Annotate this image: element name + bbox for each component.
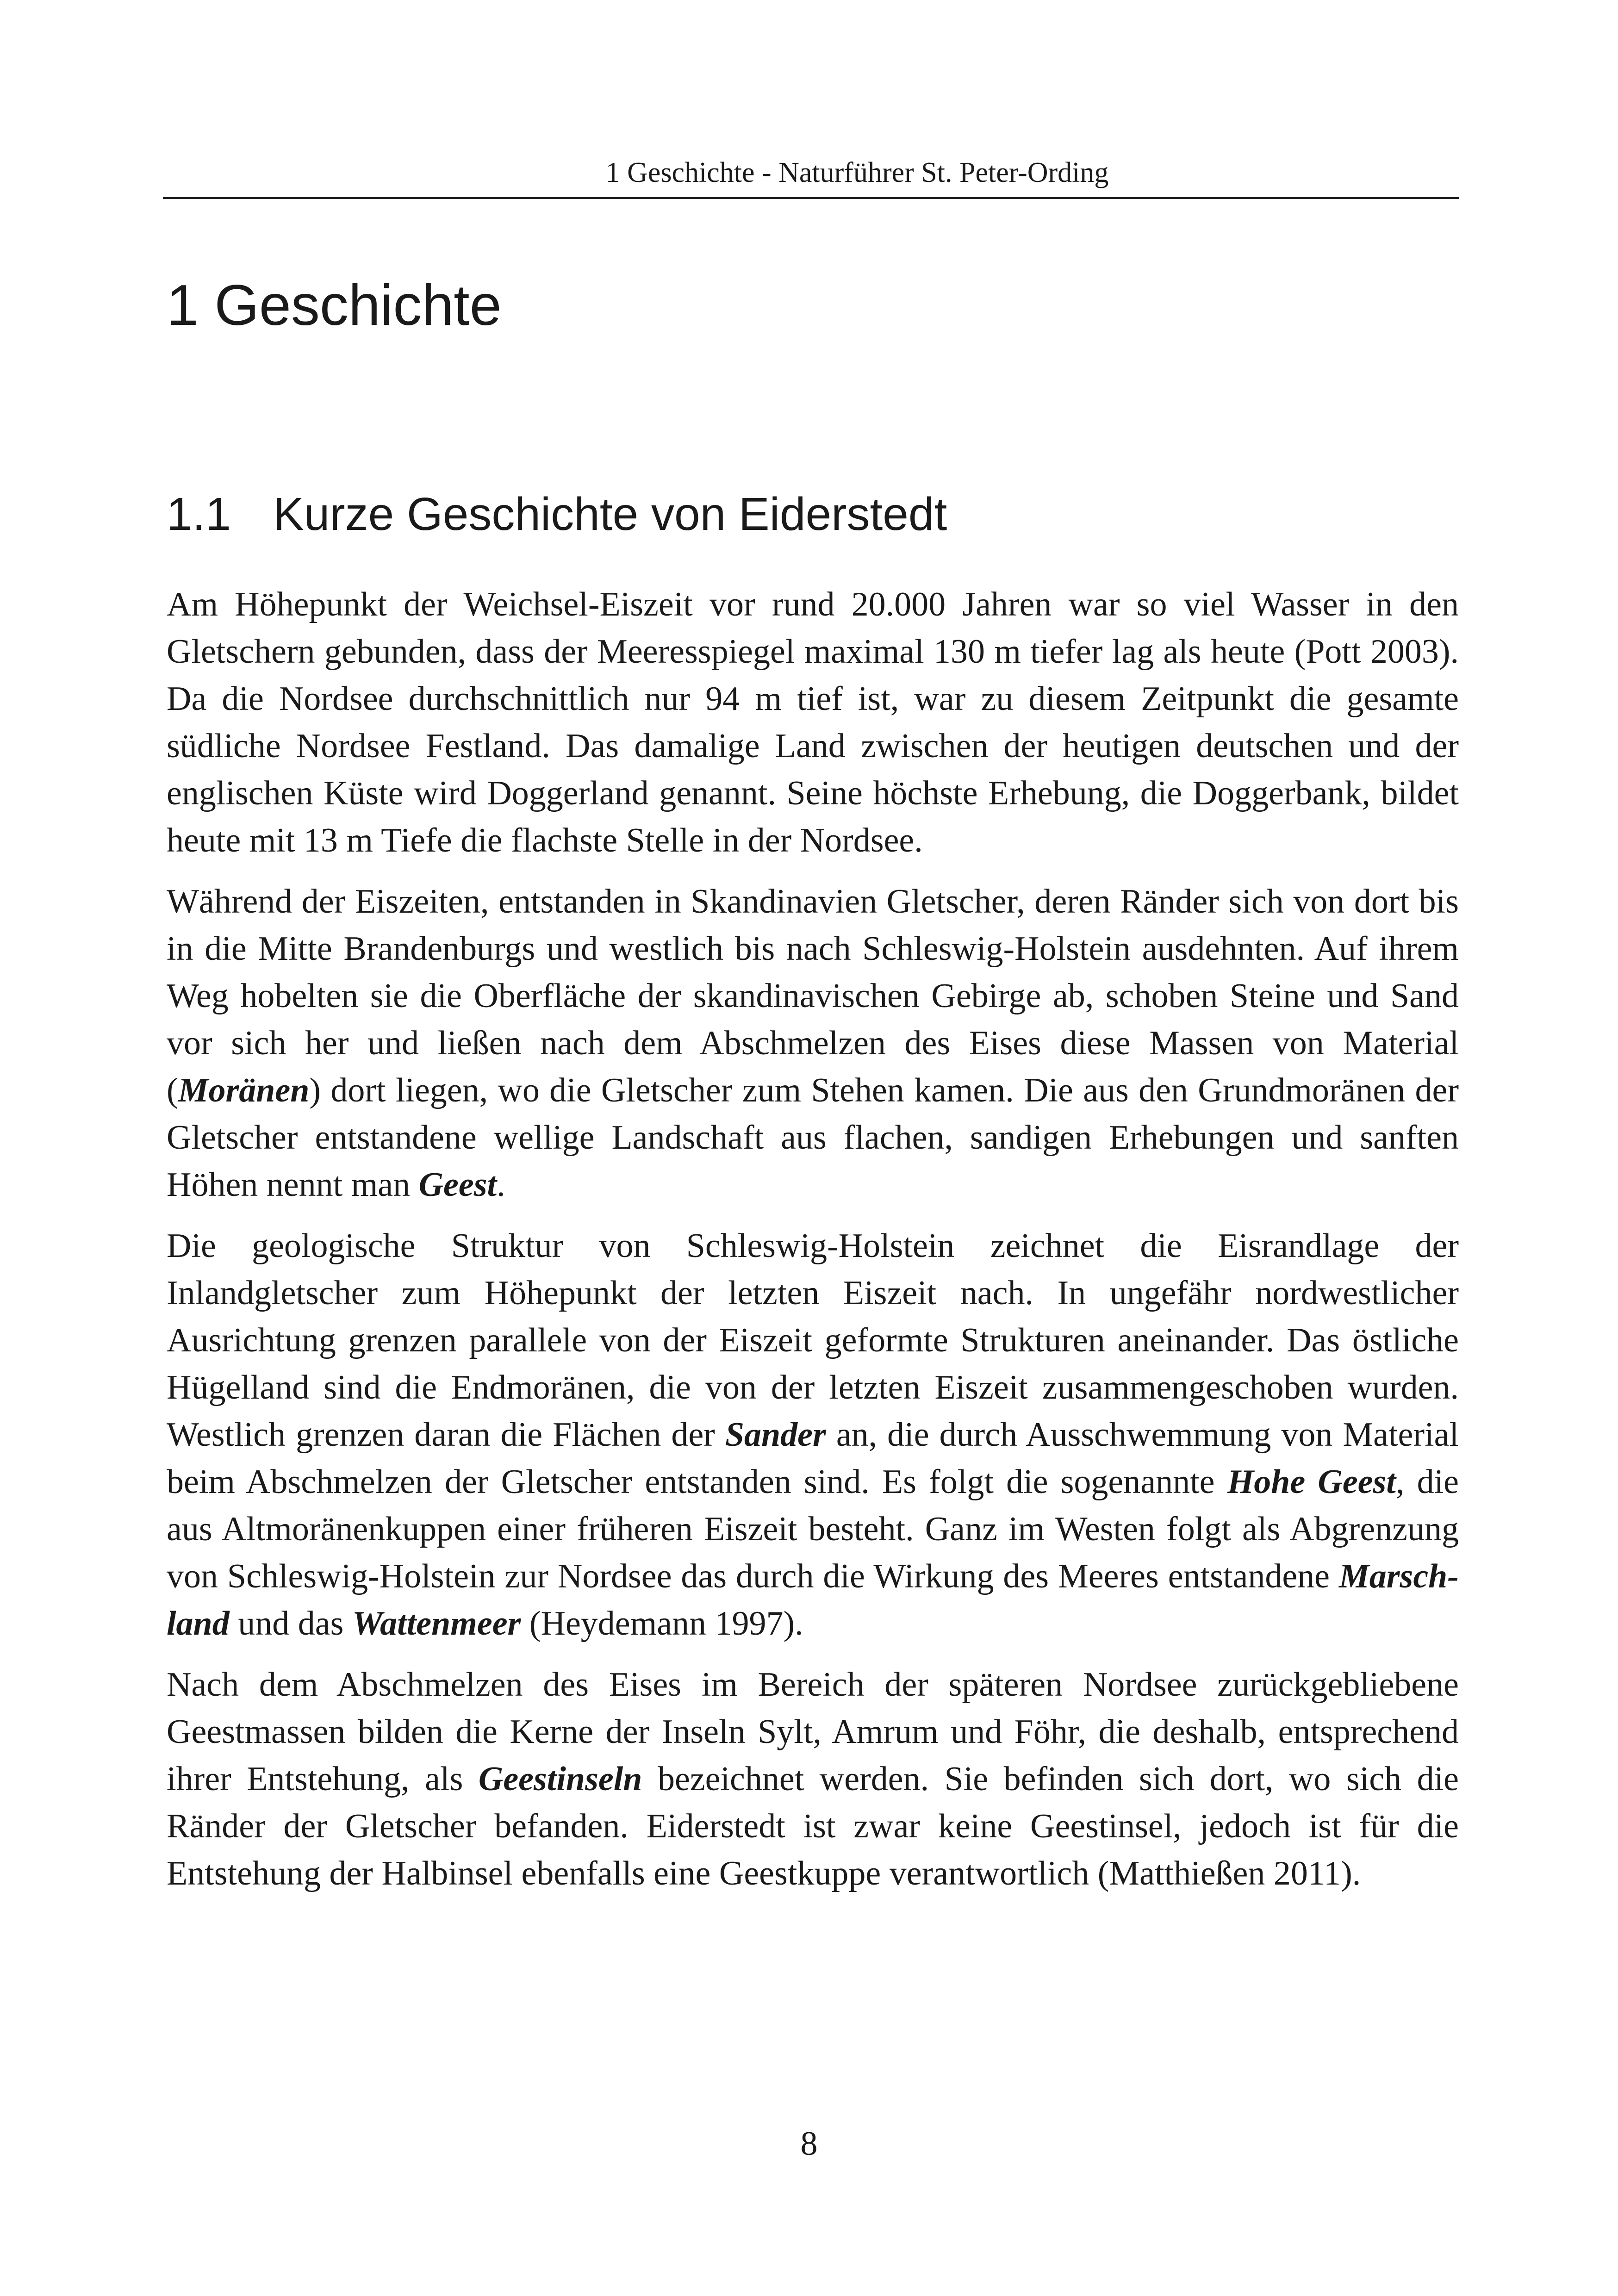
text-run: Die geologische Struktur von Schleswig-Holstein zeichnet die Eisrandlage der Inlandgletscher zum Höhepunkt der letzten Eiszeit nach. In ungefähr nordwestlicher Ausrichtung grenzen parallele von der Eiszeit geformte Strukturen aneinander. Das östliche Hügelland sind die Endmoränen, die von der letzten Eiszeit zusammengeschoben wurden. Westlich grenzen daran die Flächen der (167, 1227, 1459, 1454)
text-run: Am Höhepunkt der Weichsel-Eiszeit vor rund 20.000 Jahren war so viel Wasser in den Gletschern gebunden, dass der Meeresspiegel maximal 130 m tiefer lag als heute (Pott 2003). Da die Nordsee durchschnittlich nur 94 m tief ist, war zu diesem Zeitpunkt die gesamte südliche Nordsee Festland. Das damalige Land zwischen der heutigen deutschen und der englischen Küste wird Doggerland genannt. Seine höchste Erhebung, die Doggerbank, bildet heute mit 13 m Tiefe die flachste Stelle in der Nordsee. (167, 585, 1459, 859)
section-number: 1.1 (167, 488, 231, 540)
paragraph (167, 1661, 1459, 1897)
text-run: . (497, 1166, 505, 1204)
section-title (167, 489, 947, 540)
key-term: Hohe Geest (1227, 1463, 1396, 1501)
text-run: , die aus Altmoränenkuppen einer früheren Eiszeit besteht. Ganz im Westen folgt als Abgrenzung von Schleswig-Holstein zur Nordsee das durch die Wirkung des Meeres entstandene (167, 1463, 1459, 1595)
page-number: 8 (800, 2125, 818, 2163)
chapter-title: 1 Geschichte (167, 274, 502, 337)
key-term: Marschland (167, 1557, 1459, 1643)
key-term: Moränen (178, 1071, 310, 1109)
text-run: (Heydemann 1997). (521, 1605, 803, 1643)
running-header-text: 1 Geschichte - Naturführer St. Peter-Ording (605, 157, 1109, 188)
paragraph (167, 878, 1459, 1208)
text-run: und das (229, 1605, 352, 1643)
section-title-text: Kurze Geschichte von Eiderstedt (273, 488, 947, 540)
key-term: Sander (725, 1416, 826, 1454)
text-run: Während der Eiszeiten, entstanden in Skandinavien Gletscher, deren Ränder sich von dort bis in die Mitte Brandenburgs und westlich bis nach Schleswig-Holstein ausdehnten. Auf ihrem Weg hobelten sie die Oberfläche der skandinavischen Gebirge ab, schoben Steine und Sand vor sich her und ließen nach dem Abschmelzen des Eises diese Massen von Material ( (167, 883, 1459, 1109)
text-run: Nach dem Abschmelzen des Eises im Bereich der späteren Nordsee zurückgebliebene Geestmassen bilden die Kerne der Inseln Sylt, Amrum und Föhr, die deshalb, entsprechend ihrer Entstehung, als (167, 1666, 1459, 1798)
key-term: Wattenmeer (352, 1605, 521, 1643)
text-run: ) dort liegen, wo die Gletscher zum Stehen kamen. Die aus den Grundmoränen der Gletscher entstandene wellige Landschaft aus flachen, sandigen Erhebungen und sanften Höhen nennt man (167, 1071, 1459, 1204)
key-term: Geestinseln (478, 1760, 642, 1798)
text-run: bezeichnet werden. Sie befinden sich dort, wo sich die Ränder der Gletscher befanden. Eiderstedt ist zwar keine Geestinsel, jedoch ist für die Entstehung der Halbinsel ebenfalls eine Geestkuppe verantwortlich (Matthießen 2011). (167, 1760, 1459, 1892)
key-term: Geest (418, 1166, 497, 1204)
body-text (167, 581, 1459, 1911)
paragraph (167, 581, 1459, 864)
text-run: an, die durch Ausschwemmung von Material beim Abschmelzen der Gletscher entstanden sind. Es folgt die sogenannte (167, 1416, 1459, 1501)
paragraph (167, 1222, 1459, 1647)
running-header (163, 139, 1459, 199)
